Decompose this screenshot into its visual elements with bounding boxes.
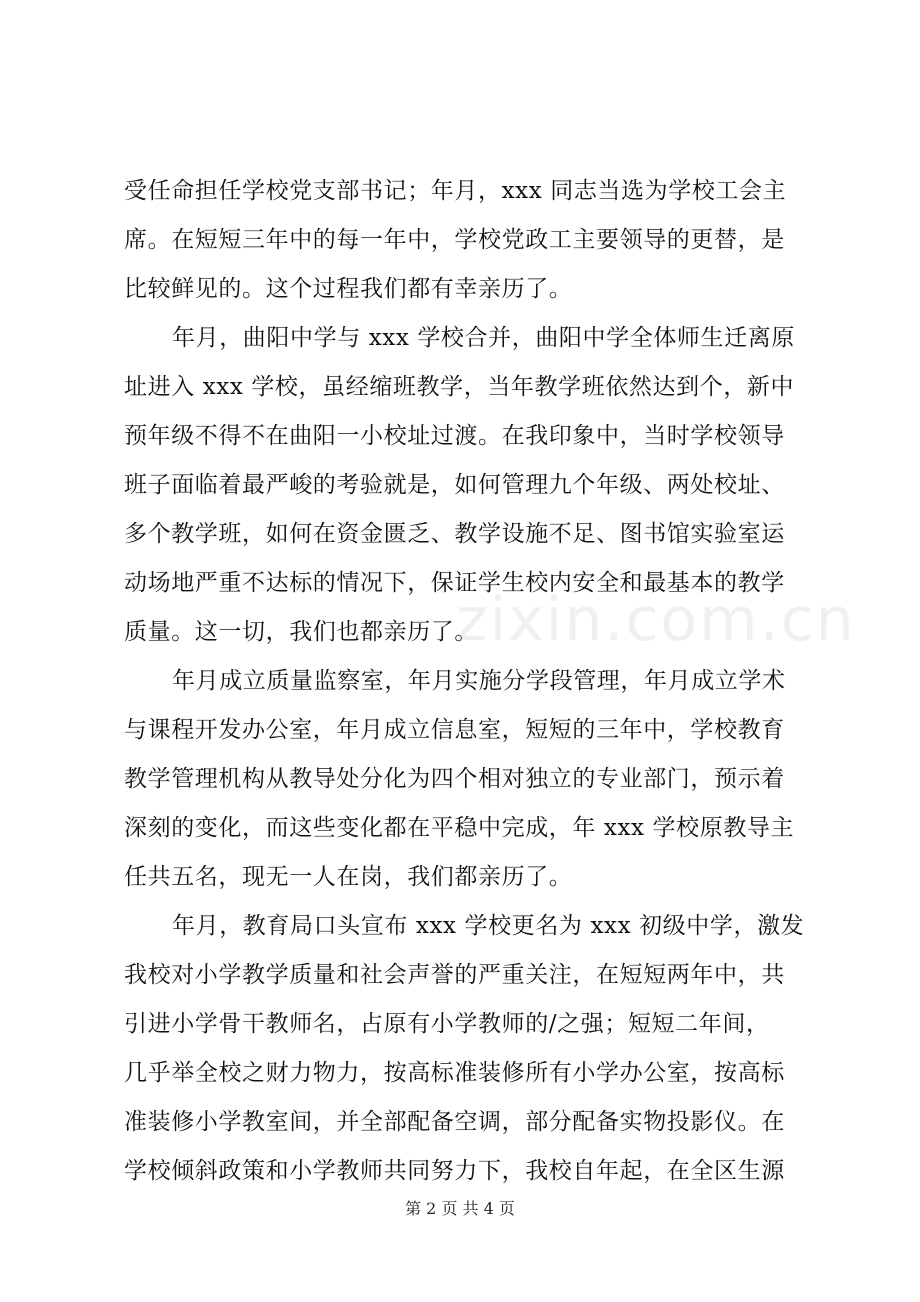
text-line: 班子面临着最严峻的考验就是，如何管理九个年级、两处校址、 xyxy=(124,472,785,498)
text-line: 我校对小学教学质量和社会声誉的严重关注，在短短两年中，共 xyxy=(124,962,785,988)
paragraph-start-line: 年月，曲阳中学与 xxx 学校合并，曲阳中学全体师生迁离原 xyxy=(172,325,795,351)
text-line: 席。在短短三年中的每一年中，学校党政工主要领导的更替，是 xyxy=(124,227,785,253)
text-line: 多个教学班，如何在资金匮乏、教学设施不足、图书馆实验室运 xyxy=(124,521,785,547)
text-line: 比较鲜见的。这个过程我们都有幸亲历了。 xyxy=(124,276,573,302)
text-line: 址进入 xxx 学校，虽经缩班教学，当年教学班依然达到个，新中 xyxy=(124,374,795,400)
text-line: 几乎举全校之财力物力，按高标准装修所有小学办公室，按高标 xyxy=(124,1060,785,1086)
text-line: 深刻的变化，而这些变化都在平稳中完成，年 xxx 学校原教导主 xyxy=(124,815,795,841)
text-line: 预年级不得不在曲阳一小校址过渡。在我印象中，当时学校领导 xyxy=(124,423,785,449)
paragraph-start-line: 年月成立质量监察室，年月实施分学段管理，年月成立学术 xyxy=(172,668,786,694)
watermark: zixin.com.cn xyxy=(456,585,856,655)
text-line: 学校倾斜政策和小学教师共同努力下，我校自年起，在全区生源 xyxy=(124,1158,785,1184)
paragraph-start-line: 年月，教育局口头宣布 xxx 学校更名为 xxx 初级中学，激发 xyxy=(172,913,805,939)
text-line: 质量。这一切，我们也都亲历了。 xyxy=(124,619,478,645)
text-line: 动场地严重不达标的情况下，保证学生校内安全和最基本的教学 xyxy=(124,570,785,596)
text-line: 教学管理机构从教导处分化为四个相对独立的专业部门，预示着 xyxy=(124,766,785,792)
text-line: 准装修小学教室间，并全部配备空调，部分配备实物投影仪。在 xyxy=(124,1109,785,1135)
page-footer: 第 2 页 共 4 页 xyxy=(405,1199,515,1218)
text-line: 引进小学骨干教师名，占原有小学教师的/之强；短短二年间， xyxy=(124,1011,770,1037)
text-line: 与课程开发办公室，年月成立信息室，短短的三年中，学校教育 xyxy=(124,717,785,743)
text-line: 受任命担任学校党支部书记；年月，xxx 同志当选为学校工会主 xyxy=(124,178,787,204)
body-text xyxy=(124,167,814,1196)
text-line: 任共五名，现无一人在岗，我们都亲历了。 xyxy=(124,864,573,890)
